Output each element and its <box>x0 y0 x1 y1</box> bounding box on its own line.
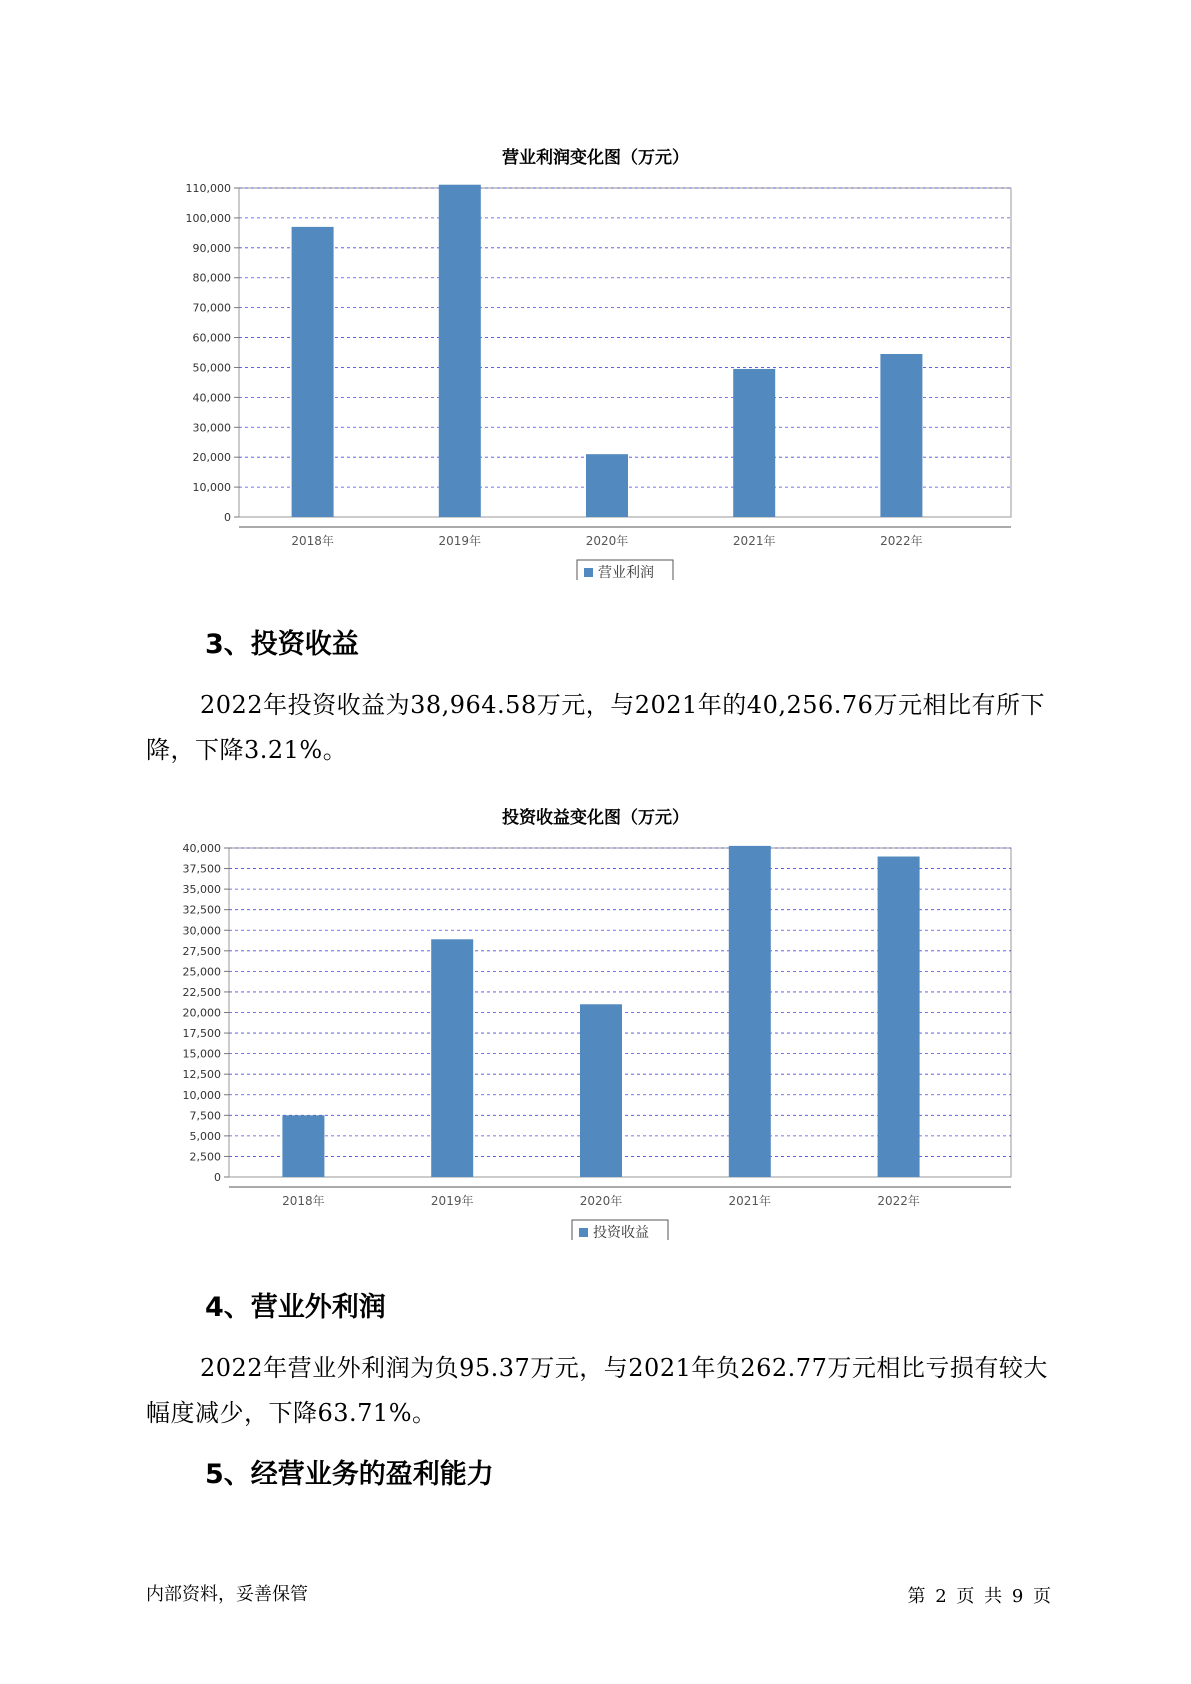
y-tick-label: 0 <box>214 1171 221 1184</box>
y-tick-label: 17,500 <box>182 1027 221 1041</box>
bar-2019年 <box>439 185 481 517</box>
x-tick-label: 2020年 <box>579 1194 623 1208</box>
y-tick-label: 70,000 <box>192 301 231 315</box>
y-tick-label: 90,000 <box>192 241 231 255</box>
y-tick-label: 30,000 <box>182 924 221 938</box>
y-tick-label: 37,500 <box>182 862 221 876</box>
bar-2018年 <box>292 227 334 517</box>
y-tick-label: 5,000 <box>189 1129 221 1143</box>
y-tick-label: 10,000 <box>182 1088 221 1102</box>
non-operating-profit-paragraph: 2022年营业外利润为负95.37万元，与2021年负262.77万元相比亏损有较大幅度减少，下降63.71%。 <box>146 1354 1048 1427</box>
x-tick-label: 2018年 <box>291 534 334 548</box>
y-tick-label: 12,500 <box>182 1068 221 1082</box>
legend-label: 营业利润 <box>598 565 654 580</box>
investment-income-paragraph: 2022年投资收益为38,964.58万元，与2021年的40,256.76万元相比有所下降，下降3.21%。 <box>146 691 1045 764</box>
legend-label: 投资收益 <box>593 1225 649 1240</box>
x-tick-label: 2021年 <box>732 534 776 548</box>
section-heading-non-operating-profit: 4、营业外利润 <box>205 1292 386 1323</box>
bar-2021年 <box>729 846 771 1177</box>
y-tick-label: 15,000 <box>182 1047 221 1061</box>
x-tick-label: 2022年 <box>877 1194 920 1208</box>
bar-2021年 <box>733 369 775 517</box>
x-tick-label: 2019年 <box>438 534 482 548</box>
investment-income-chart <box>0 800 1191 1240</box>
y-tick-label: 2,500 <box>189 1150 221 1164</box>
bar-2020年 <box>580 1004 622 1177</box>
y-tick-label: 100,000 <box>185 211 231 225</box>
section-heading-investment-income: 3、投资收益 <box>205 629 359 660</box>
footer-confidential-note: 内部资料，妥善保管 <box>146 1584 308 1605</box>
y-tick-label: 110,000 <box>185 182 231 195</box>
x-tick-label: 2019年 <box>430 1194 474 1208</box>
y-tick-label: 7,500 <box>189 1109 221 1123</box>
y-tick-label: 32,500 <box>182 903 221 917</box>
y-tick-label: 35,000 <box>182 883 221 897</box>
y-tick-label: 20,000 <box>182 1006 221 1020</box>
bar-2022年 <box>880 354 922 517</box>
y-tick-label: 80,000 <box>192 271 231 285</box>
x-tick-label: 2020年 <box>585 534 629 548</box>
chart2-title: 投资收益变化图（万元） <box>502 808 689 828</box>
x-tick-label: 2018年 <box>282 1194 325 1208</box>
y-tick-label: 22,500 <box>182 985 221 999</box>
legend-swatch <box>584 568 593 577</box>
y-tick-label: 30,000 <box>192 421 231 435</box>
y-tick-label: 0 <box>224 511 231 524</box>
y-tick-label: 25,000 <box>182 965 221 979</box>
x-tick-label: 2022年 <box>880 534 923 548</box>
x-tick-label: 2021年 <box>728 1194 772 1208</box>
operating-profit-chart <box>0 140 1191 580</box>
y-tick-label: 60,000 <box>192 331 231 345</box>
bar-2020年 <box>586 454 628 517</box>
bar-2019年 <box>431 939 473 1177</box>
y-tick-label: 27,500 <box>182 944 221 958</box>
footer-page-number: 第 2 页 共 9 页 <box>907 1586 1051 1607</box>
y-tick-label: 50,000 <box>192 361 231 375</box>
y-tick-label: 40,000 <box>192 391 231 405</box>
y-tick-label: 40,000 <box>182 842 221 855</box>
bar-2018年 <box>282 1115 324 1177</box>
y-tick-label: 20,000 <box>192 451 231 465</box>
y-tick-label: 10,000 <box>192 481 231 495</box>
section-heading-operating-profitability: 5、经营业务的盈利能力 <box>205 1459 494 1490</box>
legend-swatch <box>579 1228 588 1237</box>
chart1-title: 营业利润变化图（万元） <box>502 148 689 168</box>
bar-2022年 <box>878 857 920 1177</box>
